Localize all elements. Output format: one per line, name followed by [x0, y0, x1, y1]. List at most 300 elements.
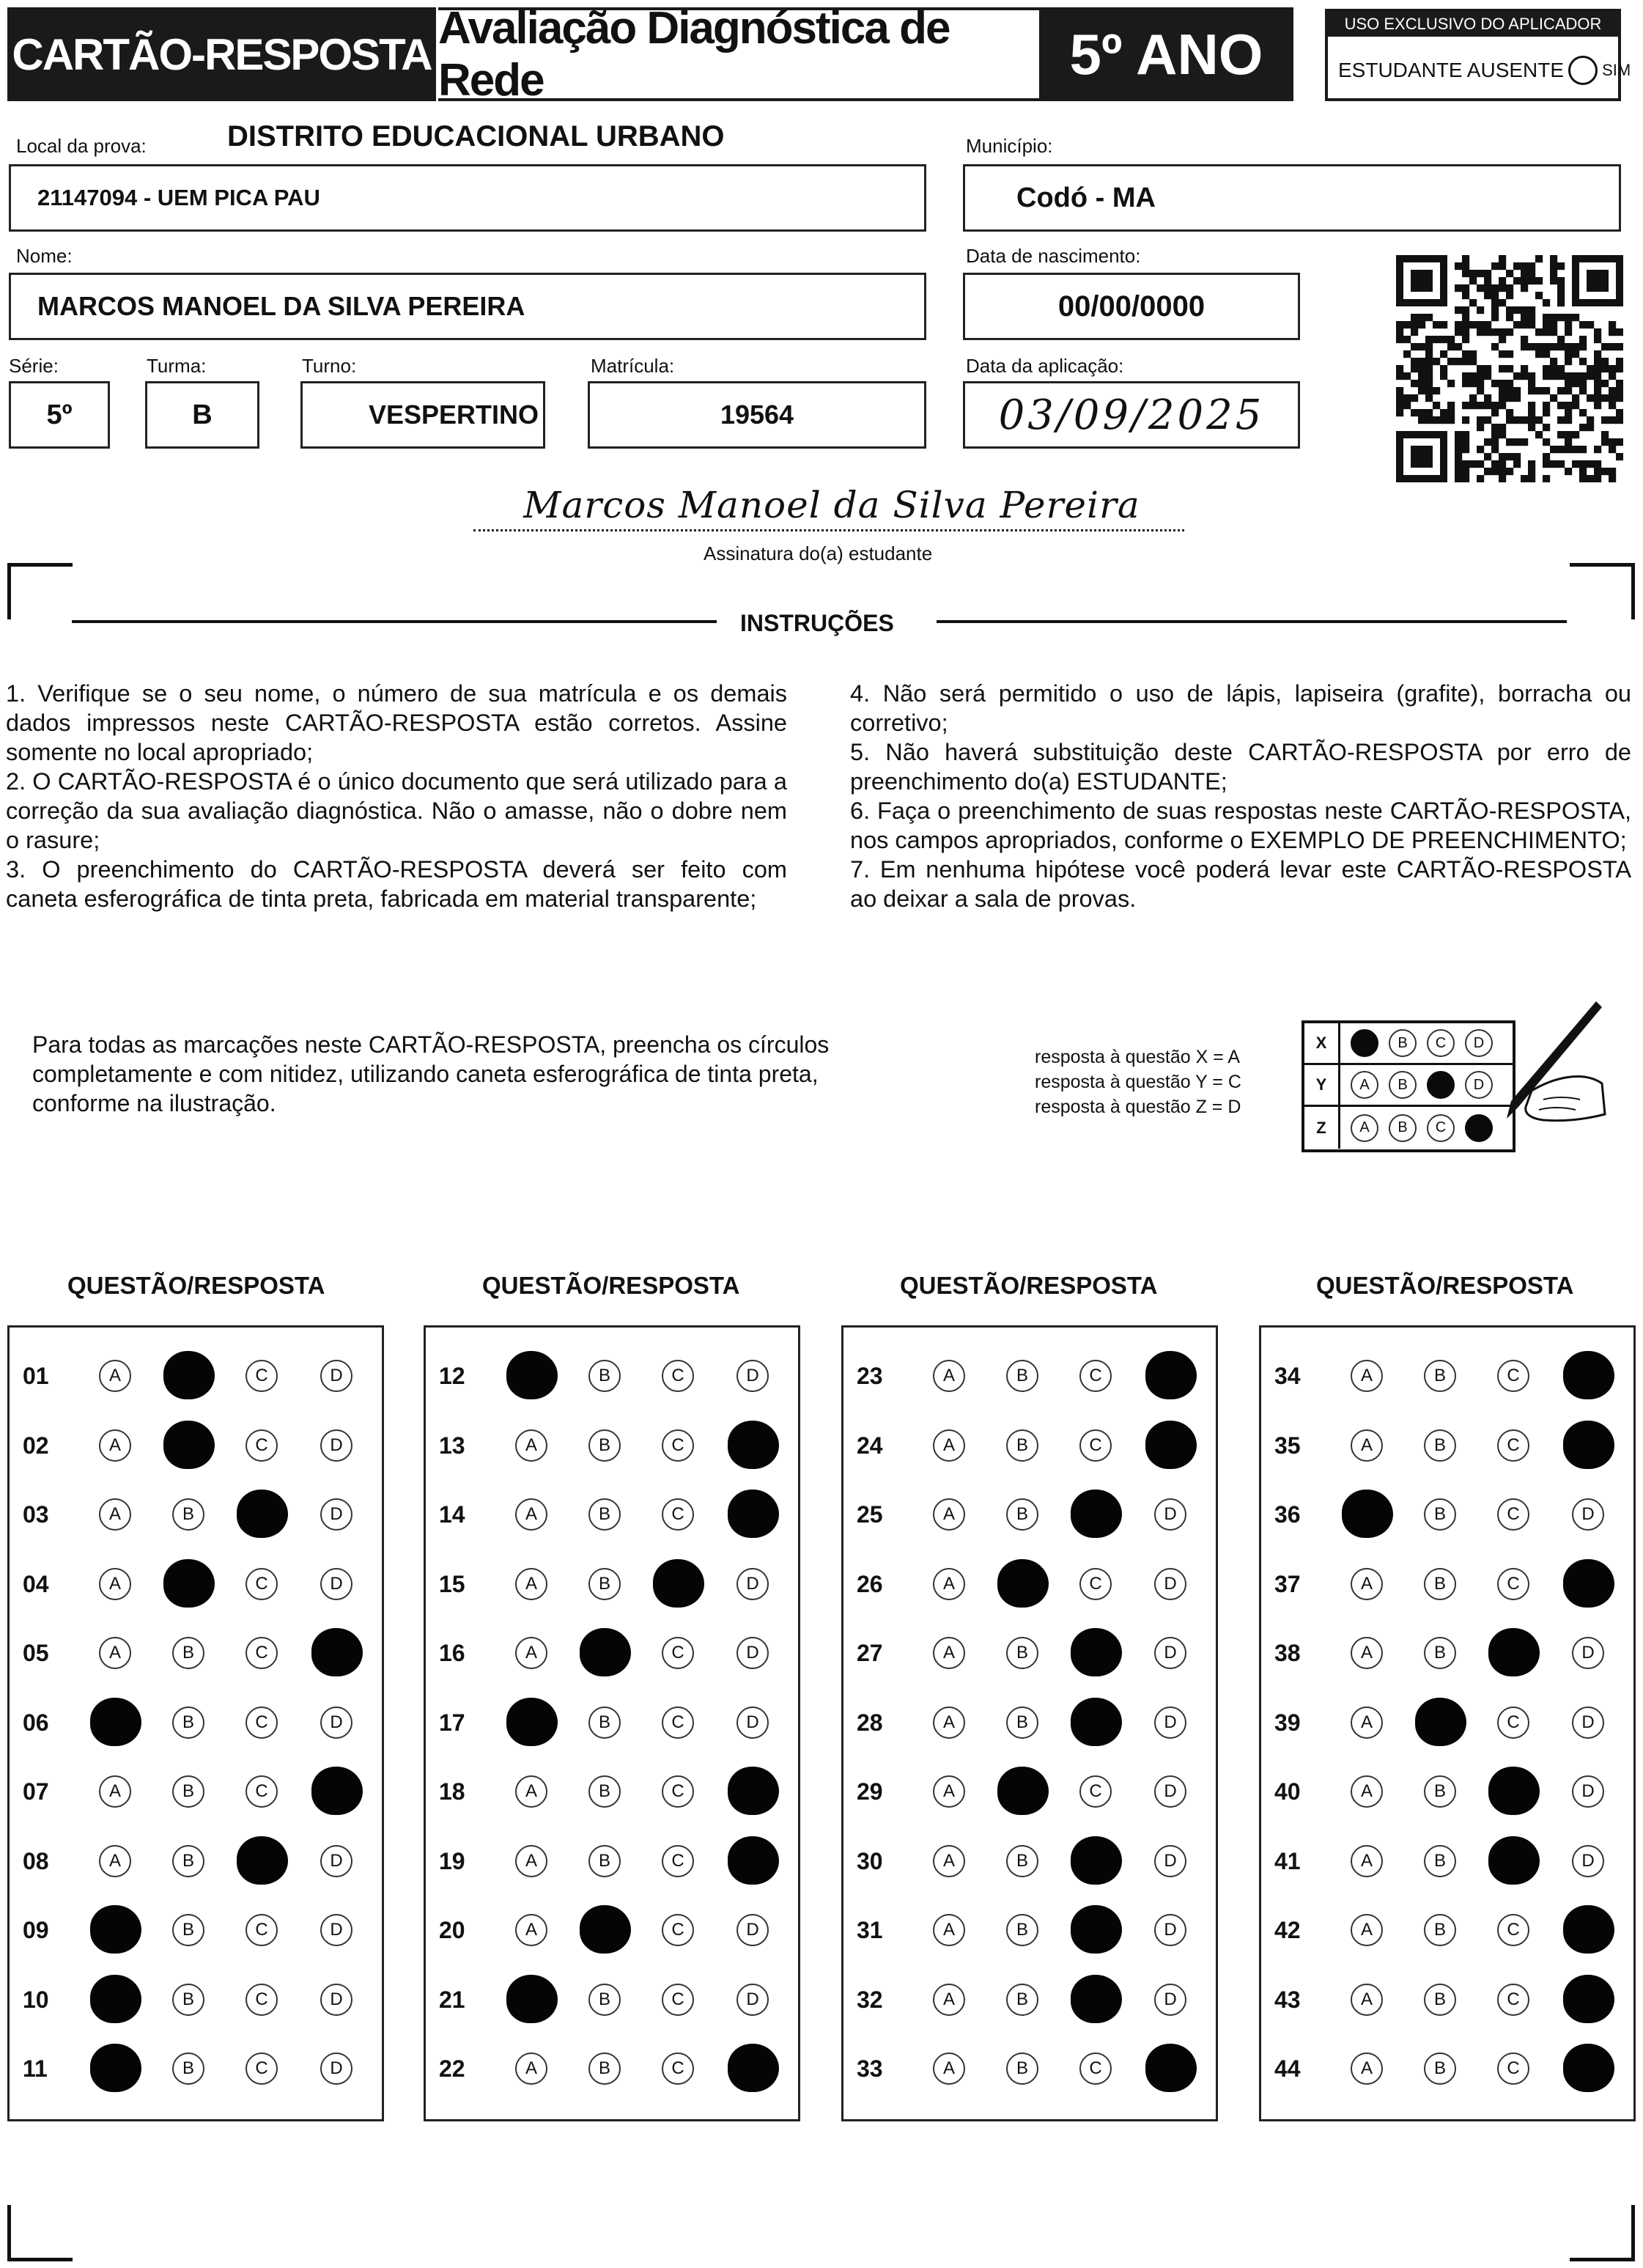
question-number: 38 — [1274, 1640, 1301, 1666]
answer-bubble-a[interactable]: A — [1351, 1360, 1383, 1392]
instruction-5: 5. Não haverá substituição deste CARTÃO-RESPOSTA por erro de preenchimento do(a) ESTUDANTE; — [850, 739, 1631, 795]
answer-bubble-c[interactable]: C — [1497, 1360, 1529, 1392]
answer-bubble-b[interactable]: B — [588, 1845, 621, 1877]
answer-bubble-d[interactable]: D — [320, 1914, 352, 1946]
question-row — [1261, 1342, 1633, 1408]
instruction-1: 1. Verifique se o seu nome, o número de sua matrícula e os demais dados impressos neste CARTÃO-RESPOSTA estão corretos. Assine somente no local apropriado; — [6, 680, 787, 765]
answer-bubble-a[interactable]: A — [933, 1706, 965, 1739]
question-number: 12 — [439, 1363, 465, 1389]
answer-bubble-b[interactable]: B — [588, 1429, 621, 1462]
question-row — [843, 2035, 1216, 2101]
question-row — [1261, 1550, 1633, 1616]
answer-bubble-d[interactable]: D — [320, 1845, 352, 1877]
answer-bubble-b[interactable] — [1415, 1698, 1466, 1746]
question-number: 10 — [23, 1986, 49, 2013]
question-row — [1261, 1412, 1633, 1478]
question-number: 06 — [23, 1709, 49, 1736]
answer-bubble-a[interactable]: A — [1351, 1914, 1383, 1946]
question-number: 28 — [857, 1709, 883, 1736]
question-row — [1261, 1481, 1633, 1547]
answer-bubble-c[interactable]: C — [662, 1984, 694, 2016]
answer-bubble-d[interactable] — [1145, 2044, 1197, 2092]
answer-bubble-c[interactable]: C — [245, 1360, 278, 1392]
answer-bubble-a[interactable]: A — [1351, 1775, 1383, 1808]
question-number: 14 — [439, 1501, 465, 1528]
question-row — [1261, 2035, 1633, 2101]
answer-bubble-a[interactable] — [90, 1905, 141, 1954]
question-row — [10, 1342, 382, 1408]
turno-field: VESPERTINO — [300, 381, 545, 449]
signature-line — [473, 529, 1184, 531]
answer-bubble-a[interactable]: A — [1351, 1637, 1383, 1669]
answer-bubble-d[interactable] — [1145, 1351, 1197, 1399]
instr-rule-right — [937, 620, 1567, 623]
answer-bubble-a[interactable]: A — [99, 1845, 131, 1877]
answer-bubble-a[interactable]: A — [933, 1845, 965, 1877]
question-number: 31 — [857, 1917, 883, 1943]
answer-bubble-b[interactable]: B — [1424, 1429, 1456, 1462]
absent-option: SIM — [1602, 61, 1631, 79]
answer-bubble-a[interactable]: A — [99, 1775, 131, 1808]
answer-bubble-d[interactable] — [728, 1836, 779, 1885]
example-label-x: resposta à questão X = A — [1035, 1047, 1241, 1067]
question-row — [843, 1412, 1216, 1478]
answer-bubble-c[interactable]: C — [245, 1429, 278, 1462]
answer-bubble-c[interactable]: C — [1079, 1429, 1112, 1462]
question-row — [1261, 1896, 1633, 1962]
answer-bubble-c[interactable]: C — [1497, 1914, 1529, 1946]
answer-bubble-a[interactable]: A — [515, 1498, 547, 1531]
question-number: 05 — [23, 1640, 49, 1666]
answer-bubble-a[interactable]: A — [515, 1914, 547, 1946]
example-bubble-a — [1351, 1029, 1378, 1057]
answer-bubble-a[interactable]: A — [515, 1429, 547, 1462]
answer-bubble-b[interactable] — [580, 1628, 631, 1676]
absent-checkbox[interactable] — [1568, 56, 1598, 85]
answer-bubble-c[interactable] — [1488, 1767, 1540, 1815]
serie-label: Série: — [9, 355, 59, 377]
answer-bubble-a[interactable]: A — [1351, 1984, 1383, 2016]
question-row — [10, 1827, 382, 1893]
question-number: 26 — [857, 1570, 883, 1597]
question-row — [1261, 1619, 1633, 1685]
question-row — [426, 1342, 798, 1408]
question-row — [1261, 1827, 1633, 1893]
answer-bubble-b[interactable]: B — [1424, 1775, 1456, 1808]
matricula-label: Matrícula: — [591, 355, 675, 377]
question-number: 37 — [1274, 1570, 1301, 1597]
pen-hand-illustration — [1473, 997, 1612, 1144]
answer-bubble-c[interactable]: C — [662, 2052, 694, 2085]
qr-code — [1396, 255, 1623, 482]
question-row — [426, 1619, 798, 1685]
answer-bubble-b[interactable]: B — [172, 1984, 204, 2016]
turma-field: B — [145, 381, 259, 449]
answer-bubble-b[interactable]: B — [1424, 1637, 1456, 1669]
answer-bubble-c[interactable]: C — [245, 1775, 278, 1808]
answer-bubble-b[interactable] — [580, 1905, 631, 1954]
question-number: 42 — [1274, 1917, 1301, 1943]
answer-bubble-a[interactable] — [506, 1975, 558, 2023]
answer-bubble-a[interactable]: A — [99, 1498, 131, 1531]
absent-label: ESTUDANTE AUSENTE — [1338, 59, 1565, 81]
answer-bubble-c[interactable]: C — [1497, 1706, 1529, 1739]
question-number: 34 — [1274, 1363, 1301, 1389]
answer-bubble-a[interactable]: A — [933, 1914, 965, 1946]
local-field: 21147094 - UEM PICA PAU — [9, 164, 926, 232]
example-bubble-d: D — [1465, 1029, 1493, 1057]
question-row — [1261, 1689, 1633, 1755]
answer-bubble-d[interactable]: D — [1154, 1498, 1186, 1531]
answer-bubble-b[interactable]: B — [588, 1498, 621, 1531]
question-row — [426, 1689, 798, 1755]
example-label-z: resposta à questão Z = D — [1035, 1097, 1241, 1117]
answer-bubble-b[interactable]: B — [588, 1775, 621, 1808]
example-bubble-d: D — [1465, 1071, 1493, 1099]
corner-mark-bl — [7, 2205, 73, 2261]
answer-bubble-c[interactable] — [1071, 1698, 1122, 1746]
question-number: 21 — [439, 1986, 465, 2013]
answer-bubble-b[interactable]: B — [1424, 1845, 1456, 1877]
answer-bubble-c[interactable] — [1071, 1905, 1122, 1954]
answer-bubble-c[interactable] — [653, 1559, 704, 1608]
answer-bubble-a[interactable]: A — [1351, 1706, 1383, 1739]
instructions-left — [6, 679, 787, 913]
answer-bubble-c[interactable]: C — [245, 1706, 278, 1739]
question-row — [843, 1481, 1216, 1547]
answer-bubble-a[interactable]: A — [99, 1637, 131, 1669]
answer-bubble-a[interactable]: A — [515, 2052, 547, 2085]
question-number: 17 — [439, 1709, 465, 1736]
question-row — [426, 1966, 798, 2032]
answer-bubble-a[interactable] — [1342, 1490, 1393, 1538]
answer-bubble-c[interactable]: C — [662, 1845, 694, 1877]
answer-bubble-d[interactable]: D — [736, 1914, 769, 1946]
question-row — [843, 1550, 1216, 1616]
answer-bubble-c[interactable]: C — [1497, 1568, 1529, 1600]
corner-mark-tl — [7, 563, 73, 619]
question-row — [10, 1689, 382, 1755]
question-number: 16 — [439, 1640, 465, 1666]
question-row — [426, 1827, 798, 1893]
question-number: 36 — [1274, 1501, 1301, 1528]
question-number: 13 — [439, 1432, 465, 1459]
answer-bubble-c[interactable]: C — [662, 1637, 694, 1669]
answer-bubble-a[interactable] — [90, 1698, 141, 1746]
corner-mark-tr — [1570, 563, 1635, 619]
example-bubble-b: B — [1389, 1071, 1417, 1099]
answer-bubble-c[interactable] — [237, 1490, 288, 1538]
answer-bubble-a[interactable]: A — [99, 1568, 131, 1600]
answer-bubble-d[interactable]: D — [320, 1498, 352, 1531]
answer-bubble-a[interactable]: A — [1351, 1845, 1383, 1877]
instruction-3: 3. O preenchimento do CARTÃO-RESPOSTA deverá ser feito com caneta esferográfica de tinta preta, fabricada em material transparente; — [6, 856, 787, 912]
answer-bubble-b[interactable]: B — [1006, 1429, 1038, 1462]
answer-bubble-d[interactable]: D — [1154, 1845, 1186, 1877]
answer-bubble-d[interactable]: D — [1572, 1706, 1604, 1739]
answer-bubble-c[interactable]: C — [1497, 1984, 1529, 2016]
answer-bubble-d[interactable] — [311, 1628, 363, 1676]
applicator-box — [1325, 9, 1631, 101]
answer-bubble-b[interactable]: B — [1006, 1637, 1038, 1669]
question-row — [10, 2035, 382, 2101]
answer-bubble-a[interactable]: A — [933, 1775, 965, 1808]
answer-bubble-c[interactable] — [1488, 1628, 1540, 1676]
example-bubble-c: C — [1427, 1114, 1455, 1142]
answer-bubble-c[interactable]: C — [1497, 1498, 1529, 1531]
answer-bubble-b[interactable]: B — [588, 1984, 621, 2016]
question-number: 11 — [23, 2055, 48, 2082]
example-label-y: resposta à questão Y = C — [1035, 1072, 1241, 1092]
answer-bubble-b[interactable]: B — [172, 1845, 204, 1877]
answer-bubble-b[interactable]: B — [1006, 1914, 1038, 1946]
answer-bubble-b[interactable]: B — [1424, 1498, 1456, 1531]
answer-bubble-b[interactable]: B — [172, 2052, 204, 2085]
answer-bubble-d[interactable] — [728, 1421, 779, 1469]
answer-bubble-d[interactable]: D — [736, 1568, 769, 1600]
answer-bubble-d[interactable]: D — [320, 1360, 352, 1392]
answer-bubble-a[interactable]: A — [933, 1637, 965, 1669]
example-key: X — [1304, 1023, 1340, 1063]
answer-bubble-c[interactable]: C — [662, 1429, 694, 1462]
answer-bubble-c[interactable] — [1071, 1836, 1122, 1885]
answer-bubble-c[interactable]: C — [245, 1984, 278, 2016]
question-number: 29 — [857, 1778, 883, 1805]
answer-bubble-b[interactable]: B — [588, 1706, 621, 1739]
question-number: 23 — [857, 1363, 883, 1389]
answer-bubble-d[interactable]: D — [1154, 1984, 1186, 2016]
instructions-title: INSTRUÇÕES — [740, 610, 894, 636]
answer-bubble-c[interactable] — [1071, 1975, 1122, 2023]
answer-bubble-b[interactable]: B — [172, 1498, 204, 1531]
instructions-right — [850, 679, 1631, 913]
answer-bubble-a[interactable]: A — [933, 1429, 965, 1462]
local-label: Local da prova: — [16, 135, 147, 157]
example-bubble-a: A — [1351, 1114, 1378, 1142]
question-number: 09 — [23, 1917, 49, 1943]
answer-bubble-d[interactable]: D — [320, 1706, 352, 1739]
instruction-7: 7. Em nenhuma hipótese você poderá levar este CARTÃO-RESPOSTA ao deixar a sala de provas. — [850, 856, 1631, 912]
answer-bubble-d[interactable]: D — [1154, 1637, 1186, 1669]
answer-bubble-d[interactable]: D — [1572, 1498, 1604, 1531]
answer-bubble-d[interactable] — [1563, 1351, 1614, 1399]
question-number: 25 — [857, 1501, 883, 1528]
instruction-4: 4. Não será permitido o uso de lápis, lapiseira (grafite), borracha ou corretivo; — [850, 680, 1631, 736]
answer-bubble-d[interactable]: D — [320, 1568, 352, 1600]
answer-bubble-b[interactable]: B — [1006, 1360, 1038, 1392]
answer-bubble-b[interactable]: B — [1424, 1568, 1456, 1600]
answer-bubble-c[interactable] — [237, 1836, 288, 1885]
answer-bubble-a[interactable] — [90, 1975, 141, 2023]
answer-bubble-d[interactable]: D — [1572, 1845, 1604, 1877]
answer-bubble-b[interactable] — [163, 1559, 215, 1608]
question-row — [426, 2035, 798, 2101]
answer-bubble-a[interactable]: A — [933, 1498, 965, 1531]
question-number: 03 — [23, 1501, 49, 1528]
answer-bubble-b[interactable]: B — [1424, 1360, 1456, 1392]
answer-bubble-d[interactable] — [728, 1767, 779, 1815]
answer-bubble-a[interactable]: A — [99, 1429, 131, 1462]
answer-bubble-b[interactable]: B — [172, 1775, 204, 1808]
question-row — [10, 1412, 382, 1478]
answer-bubble-b[interactable]: B — [1006, 1498, 1038, 1531]
aplic-field: 03/09/2025 — [963, 381, 1300, 449]
answer-bubble-b[interactable]: B — [172, 1706, 204, 1739]
answer-bubble-b[interactable]: B — [1006, 1984, 1038, 2016]
answer-bubble-c[interactable]: C — [1497, 2052, 1529, 2085]
answer-bubble-a[interactable]: A — [515, 1568, 547, 1600]
question-number: 22 — [439, 2055, 465, 2082]
answer-bubble-c[interactable]: C — [662, 1775, 694, 1808]
answer-bubble-d[interactable]: D — [1154, 1775, 1186, 1808]
answer-bubble-c[interactable]: C — [1079, 1568, 1112, 1600]
answer-bubble-d[interactable]: D — [320, 1429, 352, 1462]
answer-bubble-c[interactable] — [1488, 1836, 1540, 1885]
answer-bubble-c[interactable]: C — [1079, 2052, 1112, 2085]
answer-bubble-b[interactable] — [997, 1559, 1049, 1608]
answer-bubble-d[interactable]: D — [1154, 1568, 1186, 1600]
answer-bubble-b[interactable]: B — [1424, 2052, 1456, 2085]
answer-bubble-a[interactable]: A — [515, 1845, 547, 1877]
absent-row — [1338, 56, 1631, 85]
answer-bubble-c[interactable]: C — [662, 1706, 694, 1739]
nome-field: MARCOS MANOEL DA SILVA PEREIRA — [9, 273, 926, 340]
answer-bubble-c[interactable]: C — [1079, 1360, 1112, 1392]
question-row — [10, 1896, 382, 1962]
district-name: DISTRITO EDUCACIONAL URBANO — [227, 120, 725, 152]
instruction-2: 2. O CARTÃO-RESPOSTA é o único documento que será utilizado para a correção da sua avaliação diagnóstica. Não o amasse, não o dobre nem o rasure; — [6, 768, 787, 853]
question-number: 39 — [1274, 1709, 1301, 1736]
answer-bubble-a[interactable]: A — [933, 1360, 965, 1392]
answer-bubble-b[interactable]: B — [1006, 1706, 1038, 1739]
question-number: 02 — [23, 1432, 49, 1459]
answer-bubble-d[interactable] — [1563, 1559, 1614, 1608]
corner-mark-br — [1570, 2205, 1635, 2261]
question-row — [10, 1550, 382, 1616]
answer-bubble-d[interactable] — [1145, 1421, 1197, 1469]
answer-bubble-a[interactable]: A — [933, 2052, 965, 2085]
answer-bubble-b[interactable]: B — [588, 1568, 621, 1600]
answer-bubble-b[interactable]: B — [588, 2052, 621, 2085]
question-row — [843, 1896, 1216, 1962]
question-row — [843, 1342, 1216, 1408]
answer-bubble-a[interactable]: A — [933, 1984, 965, 2016]
answer-bubble-b[interactable]: B — [588, 1360, 621, 1392]
answer-bubble-d[interactable]: D — [736, 1706, 769, 1739]
answer-bubble-c[interactable] — [1071, 1628, 1122, 1676]
answer-bubble-d[interactable] — [728, 1490, 779, 1538]
question-row — [843, 1966, 1216, 2032]
answer-bubble-d[interactable]: D — [1572, 1637, 1604, 1669]
signature: Marcos Manoel da Silva Pereira — [523, 484, 1140, 526]
answer-bubble-d[interactable]: D — [736, 1984, 769, 2016]
example-bubble-c — [1427, 1071, 1455, 1099]
answer-bubble-b[interactable]: B — [172, 1637, 204, 1669]
answer-bubble-c[interactable] — [1071, 1490, 1122, 1538]
answer-column — [1259, 1325, 1636, 2121]
answer-bubble-a[interactable]: A — [1351, 1568, 1383, 1600]
answer-bubble-d[interactable] — [728, 2044, 779, 2092]
answer-bubble-d[interactable] — [1563, 1975, 1614, 2023]
answer-bubble-a[interactable]: A — [99, 1360, 131, 1392]
question-row — [843, 1619, 1216, 1685]
question-number: 35 — [1274, 1432, 1301, 1459]
municipio-field: Codó - MA — [963, 164, 1621, 232]
answer-bubble-c[interactable]: C — [662, 1914, 694, 1946]
answer-bubble-a[interactable]: A — [515, 1775, 547, 1808]
answer-bubble-d[interactable]: D — [736, 1360, 769, 1392]
answer-bubble-c[interactable]: C — [1497, 1429, 1529, 1462]
question-row — [10, 1758, 382, 1824]
answer-bubble-d[interactable]: D — [1154, 1914, 1186, 1946]
answer-bubble-a[interactable]: A — [1351, 2052, 1383, 2085]
answer-bubble-c[interactable]: C — [1079, 1775, 1112, 1808]
answer-bubble-b[interactable]: B — [1006, 2052, 1038, 2085]
nasc-label: Data de nascimento: — [966, 245, 1141, 267]
answer-bubble-b[interactable]: B — [172, 1914, 204, 1946]
answer-bubble-d[interactable]: D — [320, 1984, 352, 2016]
answer-bubble-d[interactable] — [1563, 1905, 1614, 1954]
answer-bubble-b[interactable] — [163, 1351, 215, 1399]
question-row — [10, 1481, 382, 1547]
answer-bubble-c[interactable]: C — [245, 1568, 278, 1600]
aplic-label: Data da aplicação: — [966, 355, 1124, 377]
answer-bubble-a[interactable] — [506, 1698, 558, 1746]
grade-badge: 5º ANO — [1039, 7, 1293, 101]
answer-bubble-d[interactable]: D — [736, 1637, 769, 1669]
column-header: QUESTÃO/RESPOSTA — [482, 1272, 740, 1299]
answer-bubble-b[interactable] — [997, 1767, 1049, 1815]
answer-bubble-c[interactable]: C — [245, 2052, 278, 2085]
fill-instructions: Para todas as marcações neste CARTÃO-RESPOSTA, preencha os círculos completamente e com nitidez, utilizando caneta esferográfica de tinta preta, conforme na ilustração. — [32, 1031, 830, 1116]
question-number: 30 — [857, 1847, 883, 1874]
answer-bubble-b[interactable] — [163, 1421, 215, 1469]
answer-bubble-d[interactable] — [1563, 2044, 1614, 2092]
question-row — [10, 1619, 382, 1685]
column-header: QUESTÃO/RESPOSTA — [900, 1272, 1158, 1299]
answer-bubble-b[interactable]: B — [1424, 1984, 1456, 2016]
answer-bubble-d[interactable]: D — [320, 2052, 352, 2085]
answer-bubble-d[interactable]: D — [1572, 1775, 1604, 1808]
answer-bubble-a[interactable]: A — [515, 1637, 547, 1669]
question-number: 01 — [23, 1363, 49, 1389]
answer-bubble-a[interactable]: A — [933, 1568, 965, 1600]
answer-bubble-a[interactable] — [90, 2044, 141, 2092]
question-number: 44 — [1274, 2055, 1301, 2082]
question-number: 27 — [857, 1640, 883, 1666]
answer-bubble-c[interactable]: C — [662, 1498, 694, 1531]
question-row — [10, 1966, 382, 2032]
answer-bubble-c[interactable]: C — [662, 1360, 694, 1392]
answer-bubble-c[interactable]: C — [245, 1914, 278, 1946]
signature-label: Assinatura do(a) estudante — [704, 542, 933, 564]
example-bubble-b: B — [1389, 1114, 1417, 1142]
answer-bubble-d[interactable] — [311, 1767, 363, 1815]
answer-bubble-d[interactable] — [1563, 1421, 1614, 1469]
answer-bubble-b[interactable]: B — [1006, 1845, 1038, 1877]
answer-bubble-a[interactable]: A — [1351, 1429, 1383, 1462]
question-number: 24 — [857, 1432, 883, 1459]
answer-bubble-d[interactable]: D — [1154, 1706, 1186, 1739]
question-number: 33 — [857, 2055, 883, 2082]
turno-label: Turno: — [302, 355, 357, 377]
answer-bubble-c[interactable]: C — [245, 1637, 278, 1669]
turma-label: Turma: — [147, 355, 207, 377]
answer-bubble-a[interactable] — [506, 1351, 558, 1399]
answer-bubble-b[interactable]: B — [1424, 1914, 1456, 1946]
question-row — [1261, 1966, 1633, 2032]
question-row — [426, 1481, 798, 1547]
